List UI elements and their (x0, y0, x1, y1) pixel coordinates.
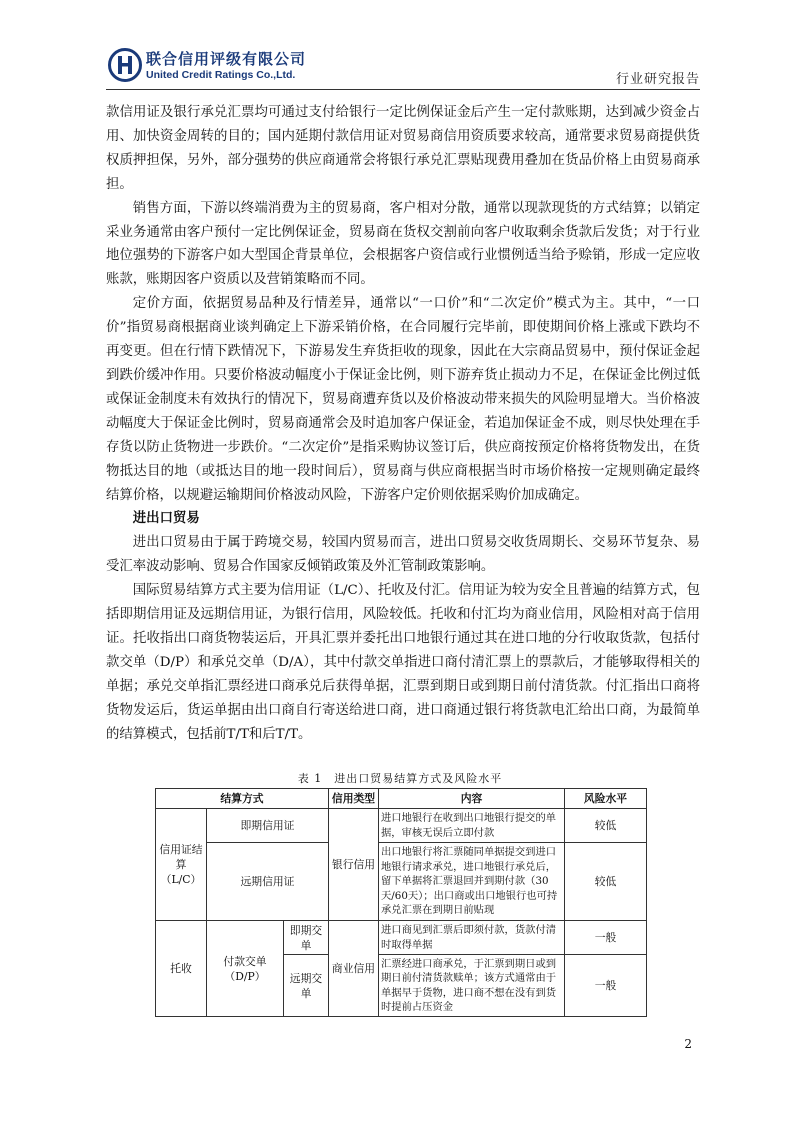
collection-group-cell: 托收 (156, 921, 207, 1017)
paragraph: 销售方面，下游以终端消费为主的贸易商，客户相对分散，通常以现款现货的方式结算；以销定采业务通常由客户预付一定比例保证金，贸易商在货权交割前向客户收取剩余货款后发货；对于行业地位强势的下游客户如大型国企背景单位，会根据客户资信或行业惯例适当给予赊销，形成一定应收账款，账期因客户资质以及营销策略而不同。 (106, 200, 700, 288)
header-cell: 结算方式 (156, 789, 329, 809)
table-header-row (156, 789, 647, 809)
section-heading: 进出口贸易 (132, 511, 200, 527)
risk-cell: 较低 (565, 843, 647, 921)
dp-group-cell: 付款交单（D/P） (207, 921, 284, 1017)
content-cell: 出口地银行将汇票随同单据提交到进口地银行请求承兑，进口地银行承兑后，留下单据将汇票退回并到期付款（30天/60天）；出口商或出口地银行也可持承兑汇票在到期日前贴现 (379, 843, 565, 921)
paragraph: 定价方面，依据贸易品种及行情差异，通常以“一口价”和“二次定价”模式为主。其中，“一口价”指贸易商根据商业谈判确定上下游采销价格，在合同履行完毕前，即使期间价格上涨或下跌均不再变更。但在行情下跌情况下，下游易发生弃货拒收的现象，因此在大宗商品贸易中，预付保证金起到跌价缓冲作用。只要价格波动幅度小于保证金比例，则下游弃货止损动力不足，在保证金比例过低或保证金制度未有效执行的情况下，贸易商遭弃货以及价格波动带来损失的风险明显增大。当价格波动幅度大于保证金比例时，贸易商通常会及时追加客户保证金，若追加保证金不成，则尽快处理在手存货以防止货物进一步跌价。“二次定价”是指采购协议签订后，供应商按预定价格将货物发出，在货物抵达目的地（或抵达目的地一段时间后），贸易商与供应商根据当时市场价格按一定规则确定最终结算价格，以规避运输期间价格波动风险，下游客户定价则依据采购价加成确定。 (106, 296, 700, 503)
lc-sight-cell: 即期信用证 (207, 809, 329, 843)
table-caption: 表 1 进出口贸易结算方式及风险水平 (297, 772, 503, 785)
commercial-credit-cell: 商业信用 (329, 921, 379, 1017)
dp-usance-cell: 远期交单 (284, 955, 329, 1017)
header-divider (106, 89, 700, 90)
body-text (106, 101, 700, 746)
content-cell: 进口商见到汇票后即须付款，货款付清时取得单据 (379, 921, 565, 955)
company-name-en: United Credit Ratings Co.,Ltd. (146, 69, 296, 81)
settlement-table (155, 788, 646, 1017)
header-cell: 风险水平 (565, 789, 647, 809)
dp-sight-cell: 即期交单 (284, 921, 329, 955)
company-name-cn: 联合信用评级有限公司 (146, 50, 307, 68)
page-number: 2 (684, 1037, 692, 1051)
paragraph: 国际贸易结算方式主要为信用证（L/C）、托收及付汇。信用证为较为安全且普遍的结算方式，包括即期信用证及远期信用证，为银行信用，风险较低。托收和付汇均为商业信用，风险相对高于信用证。托收指出口商货物装运后，开具汇票并委托出口地银行通过其在进口地的分行收取货款，包括付款交单（D/P）和承兑交单（D/A），其中付款交单指进口商付清汇票上的票款后，才能够取得相关的单据；承兑交单指汇票经进口商承兑后获得单据，汇票到期日或到期日前付清货款。付汇指出口商将货物发运后，货运单据由出口商自行寄送给进口商，进口商通过银行将货款电汇给出口商，为最简单的结算模式，包括前T/T和后T/T。 (106, 583, 700, 742)
company-logo-icon (108, 48, 142, 82)
header-cell: 内容 (379, 789, 565, 809)
page-header (106, 38, 700, 88)
bank-credit-cell: 银行信用 (329, 809, 379, 921)
content-cell: 进口地银行在收到出口地银行提交的单据，审核无误后立即付款 (379, 809, 565, 843)
paragraph: 款信用证及银行承兑汇票均可通过支付给银行一定比例保证金后产生一定付款账期，达到减少资金占用、加快资金周转的目的；国内延期付款信用证对贸易商信用资质要求较高，通常要求贸易商提供货权质押担保，另外，部分强势的供应商通常会将银行承兑汇票贴现费用叠加在货品价格上由贸易商承担。 (106, 105, 700, 192)
header-cell: 信用类型 (329, 789, 379, 809)
lc-group-cell: 信用证结算（L/C） (156, 809, 207, 921)
lc-usance-cell: 远期信用证 (207, 843, 329, 921)
report-type-label: 行业研究报告 (615, 72, 700, 87)
table-row (156, 809, 647, 843)
risk-cell: 一般 (565, 955, 647, 1017)
risk-cell: 较低 (565, 809, 647, 843)
risk-cell: 一般 (565, 921, 647, 955)
content-cell: 汇票经进口商承兑，于汇票到期日或到期日前付清货款赎单；该方式通常由于单据早于货物，进口商不想在没有到货时提前占压资金 (379, 955, 565, 1017)
paragraph: 进出口贸易由于属于跨境交易，较国内贸易而言，进出口贸易交收货周期长、交易环节复杂、易受汇率波动影响、贸易合作国家反倾销政策及外汇管制政策影响。 (106, 535, 700, 575)
table-row (156, 843, 647, 921)
table-row (156, 921, 647, 955)
